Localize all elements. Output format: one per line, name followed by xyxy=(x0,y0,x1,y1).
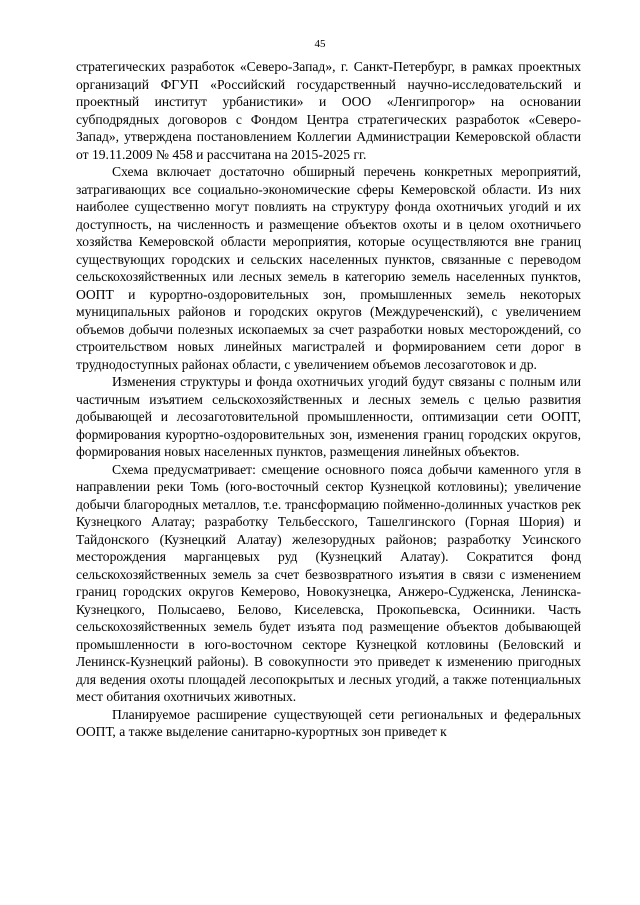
paragraph-protected-areas: Планируемое расширение существующей сети региональных и федеральных ООПТ, а также выделение санитарно-курортных зон приведет к xyxy=(76,706,581,739)
body-text xyxy=(76,58,581,741)
paragraph-scheme-measures: Схема включает достаточно обширный перечень конкретных мероприятий, затрагивающих все социально-экономические сферы Кемеровской области. Из них наиболее существенно могут повлиять на структуру фонда охотничьих угодий и их доступность, на численность и размещение объектов охоты и в целом охотничьего хозяйства Кемеровской области мероприятия, которые осуществляются вне границ существующих городских и сельских населенных пунктов, связанные с переводом сельскохозяйственных или лесных земель в категорию земель населенных пунктов, ООПТ и курортно-оздоровительных зон, промышленных земель некоторых муниципальных районов и городских округов (Междуреченский), с увеличением объемов добычи полезных ископаемых за счет разработки новых месторождений, со строительством новых линейных магистралей и формированием сети дорог в труднодоступных районах области, с увеличением объемов лесозаготовок и др. xyxy=(76,164,581,372)
page-number: 45 xyxy=(314,38,326,50)
paragraph-scheme-provisions: Схема предусматривает: смещение основного пояса добычи каменного угля в направлении реки Томь (юго-восточный сектор Кузнецкой котловины); увеличение добычи благородных металлов, т.е. трансформацию пойменно-долинных участков рек Кузнецкого Алатау; разработку Тельбесского, Ташелгинского (Горная Шория) и Тайдонского (Кузнецкий Алатау) железорудных районов; разработку Усинского месторождения марганцевых руд (Кузнецкий Алатау). Сократится фонд сельскохозяйственных земель за счет безвозвратного изъятия в связи с изменением границ городских округов Кемерово, Новокузнецка, Анжеро-Судженска, Ленинска-Кузнецкого, Полысаево, Белово, Киселевска, Прокопьевска, Осинники. Часть сельскохозяйственных земель будет изъята под размещение объектов добывающей промышленности в юго-восточном секторе Кузнецкой котловины (Беловский и Ленинск-Кузнецкий районы). В совокупности это приведет к изменению пригодных для ведения охоты площадей лесопокрытых и лесных угодий, а также потенциальных мест обитания охотничьих животных. xyxy=(76,461,581,704)
paragraph-continuation: стратегических разработок «Северо-Запад», г. Санкт-Петербург, в рамках проектных организаций ФГУП «Российский государственный научно-исследовательский и проектный институт урбанистики» и ООО «Ленгипрогор» на основании субподрядных договоров с Фондом Центра стратегических разработок «Северо-Запад», утверждена постановлением Коллегии Администрации Кемеровской области от 19.11.2009 № 458 и рассчитана на 2015-2025 гг. xyxy=(76,59,581,162)
paragraph-structure-changes: Изменения структуры и фонда охотничьих угодий будут связаны с полным или частичным изъятием сельскохозяйственных и лесных земель с целью развития добывающей и лесозаготовительной промышленности, оптимизации сети ООПТ, формирования курортно-оздоровительных зон, изменения границ городских округов, формирования новых населенных пунктов, размещения линейных объектов. xyxy=(76,374,581,459)
